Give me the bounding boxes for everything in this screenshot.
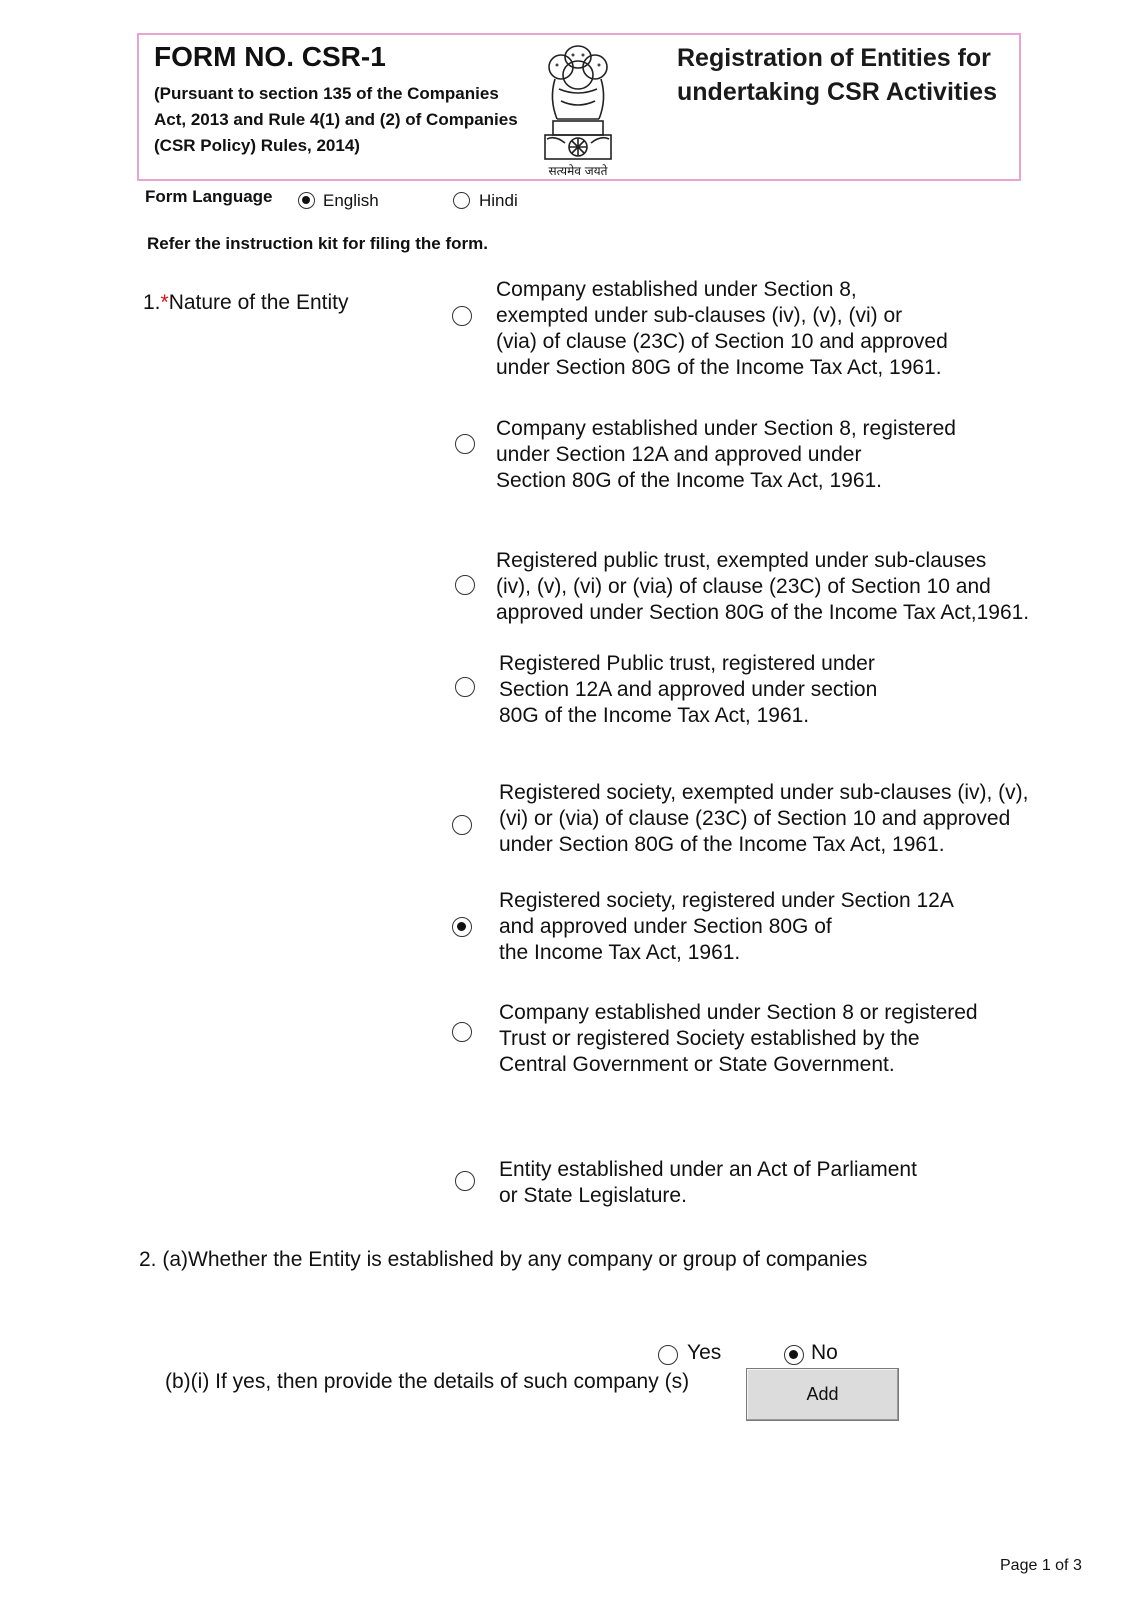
radio-yes[interactable] xyxy=(658,1345,678,1365)
radio-hindi-label: Hindi xyxy=(479,191,518,210)
pursuant-text: (Pursuant to section 135 of the Companies Act, 2013 and Rule 4(1) and (2) of Companies (CSR Policy) Rules, 2014) xyxy=(154,84,518,155)
established-by-company-question: 2. (a)Whether the Entity is established by any company or group of companies xyxy=(139,1248,868,1271)
entity-option-radio-8[interactable] xyxy=(455,1171,475,1191)
nature-of-entity-label xyxy=(143,291,348,315)
emblem-motto: सत्यमेव जयते xyxy=(548,164,608,178)
entity-option-radio-2[interactable] xyxy=(455,434,475,454)
required-marker: * xyxy=(160,291,169,314)
entity-option-radio-6[interactable] xyxy=(452,917,472,937)
form-language-label: Form Language xyxy=(145,187,273,206)
entity-option-text-4: Registered Public trust, registered under Section 12A and approved under section 80G of the Income Tax Act, 1961. xyxy=(499,652,878,727)
entity-option-radio-3[interactable] xyxy=(455,575,475,595)
entity-option-text-3: Registered public trust, exempted under sub-clauses (iv), (v), (vi) or (via) of clause (23C) of Section 10 and approved under Section 80G of the Income Tax Act,1961. xyxy=(496,549,1030,624)
entity-option-text-2: Company established under Section 8, registered under Section 12A and approved under Section 80G of the Income Tax Act, 1961. xyxy=(496,417,956,492)
entity-option-text-5: Registered society, exempted under sub-clauses (iv), (v), (vi) or (via) of clause (23C) of Section 10 and approved under Section 80G of the Income Tax Act, 1961. xyxy=(499,781,1029,856)
company-details-label: (b)(i) If yes, then provide the details of such company (s) xyxy=(165,1370,690,1393)
radio-hindi[interactable] xyxy=(453,192,470,209)
radio-no-label: No xyxy=(811,1341,838,1364)
entity-option-radio-5[interactable] xyxy=(452,815,472,835)
instruction-text: Refer the instruction kit for filing the form. xyxy=(147,234,488,253)
entity-option-text-1: Company established under Section 8, exempted under sub-clauses (iv), (v), (vi) or (via) of clause (23C) of Section 10 and approved under Section 80G of the Income Tax Act, 1961. xyxy=(496,278,948,379)
entity-option-radio-7[interactable] xyxy=(452,1022,472,1042)
form-header xyxy=(137,33,1021,181)
form-number: FORM NO. CSR-1 xyxy=(154,41,386,72)
entity-option-radio-1[interactable] xyxy=(452,306,472,326)
question-number: 1. xyxy=(143,291,161,314)
radio-english-label: English xyxy=(323,191,379,210)
radio-no[interactable] xyxy=(784,1345,804,1365)
national-emblem-icon xyxy=(535,39,621,179)
page-number: Page 1 of 3 xyxy=(1000,1557,1082,1574)
add-button[interactable]: Add xyxy=(746,1368,899,1421)
entity-option-radio-4[interactable] xyxy=(455,677,475,697)
radio-yes-label: Yes xyxy=(687,1341,722,1364)
radio-english[interactable] xyxy=(298,192,315,209)
entity-option-text-8: Entity established under an Act of Parliament or State Legislature. xyxy=(499,1158,917,1207)
entity-option-text-7: Company established under Section 8 or registered Trust or registered Society established by the Central Government or State Government. xyxy=(499,1001,978,1076)
question-text: Nature of the Entity xyxy=(168,291,349,314)
entity-option-text-6: Registered society, registered under Section 12A and approved under Section 80G of the Income Tax Act, 1961. xyxy=(499,889,954,964)
form-title: Registration of Entities for undertaking CSR Activities xyxy=(677,44,997,106)
